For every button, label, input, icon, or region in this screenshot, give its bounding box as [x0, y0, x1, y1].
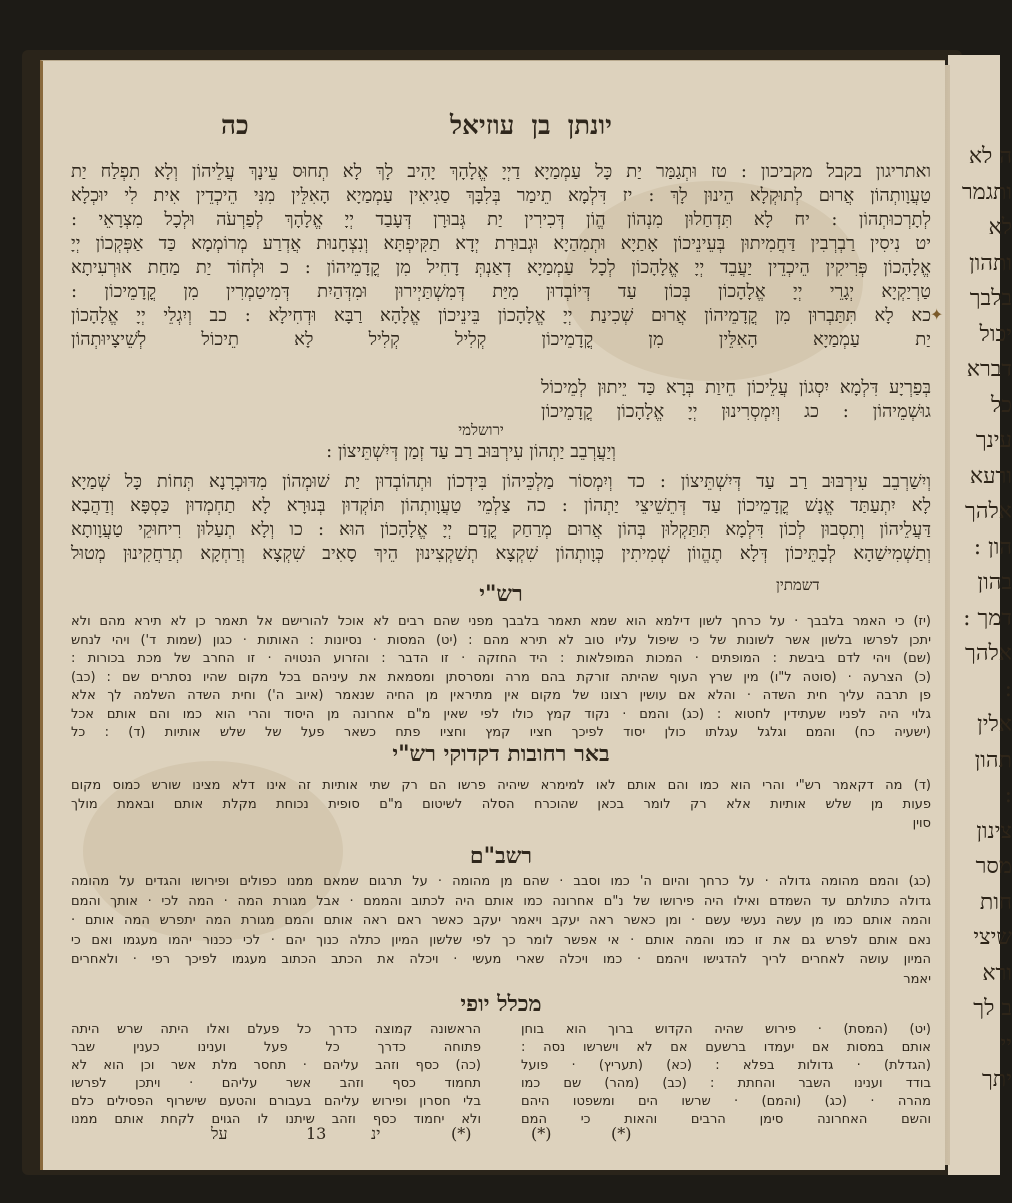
footnote-mark: (*) [451, 1124, 472, 1143]
facing-page-line: ה לא [968, 144, 1012, 169]
mikhlal-line: פתוחה כדרך כל פעל וענינו כענין שבר [71, 1040, 481, 1055]
rashbam-line: נאם אותם לפרש גם את זו כמו והמה אותם · אי אפשר לומר כך לפי שלשון המיון כתלה כנוך יהם · לכי ככנור יהמו מעגמו ואם כי [71, 932, 931, 948]
beur-line: סוין [912, 816, 931, 831]
rashi-title: רש"י [479, 581, 523, 607]
book-page [40, 60, 945, 1170]
page-header [71, 111, 931, 151]
facing-page-line: דמך : [963, 605, 1012, 631]
rashi-line: פן תרבה עליך חית השדה · והלא אם עושין רצונו של מקום אין מתיראין מן החיה שנאמר (איוב ה') וחית השדה השלמה לך אלא [71, 688, 931, 703]
mikhlal-line: (כה) כסף וזהב עליהם · תחסר מלת אשר וכן הוא לא [71, 1058, 481, 1073]
facing-page-line: אלהך [965, 641, 1012, 666]
facing-page-line: עינך [975, 428, 1012, 453]
targum-line: אֱלָהָכוֹן פְּרִיקִין הֵיכְדֵין יַעֲבֵד יְיָ אֱלָהָכוֹן לְכָל עַמְמַיָא דְאַנְתְּ דָחִיל מִן קֳדָמֵיהוֹן : כ וּלְחוֹד יַת מַחַת אוּרְעִיתָא [71, 257, 931, 278]
targum-line: בְּפַרְיָע דִּלְמָא יִסְגוֹן עֲלֵיכוֹן חֵיוַת בְּרָא כַּד יֵיתוּן לְמֵיכוֹל [541, 377, 931, 398]
mikhlal-line: ולא יחמוד כסף וזהב שיתנו לו הגוים לקחת אותם ממנו [71, 1112, 481, 1127]
facing-page-line: שיצי [973, 925, 1012, 950]
facing-page-line: יתך [982, 1067, 1012, 1092]
mikhlal-line: בלי חסרון ופירוש עליהם בעבורם והטעם שישרוף הפסילים כלם [71, 1094, 481, 1109]
mikhlal-line: בודד וענינו השבר והחתת : (כב) (מהר) שם כמו [521, 1076, 931, 1091]
targum-line: לָא יִתְעַתַּד אֱנָשׁ קֳדָמֵיכוֹן עַד דְּתֵשֵׁיצֵי יַתְהוֹן : כה צַלְמֵי טַעֲוָותְהוֹן תּוֹקְדוּן בְּנוּרָא לָא תַחְמְדוּן כַּסְפָּא וְדַהֲבָא [71, 495, 931, 516]
facing-page-line: אלין [977, 712, 1012, 737]
facing-page [948, 55, 1012, 1175]
beur-title: באר רחובות דקדוקי רש"י [392, 741, 610, 767]
mikhlal-line: מהרה · (כג) (והמם) · שרשו הים ומשפטו היהם [521, 1094, 931, 1109]
folio-number: כה [221, 111, 249, 141]
facing-page-line: ותגמר [961, 179, 1012, 205]
mikhlal-title: מכלל יופי [460, 991, 542, 1017]
facing-page-line: צינון [976, 818, 1012, 844]
pointer-mark-icon: ✦ [930, 305, 944, 324]
facing-page-line: מסר [975, 854, 1012, 879]
targum-line: ואתריגון בקבל מקביכון : טז וּתְגַמַּר יַת כָּל עַמְמַיָא דַיְיָ אֱלָהָךְ יָהִיב לָךְ לָא תְחוּס עֵינָךְ עֲלֵיהוֹן וְלָא תִפְלַח יַת [71, 161, 931, 182]
mikhlal-left-column [71, 1021, 481, 1129]
mikhlal-line: (יט) (המסת) · פירוש שהיה הקדוש ברוך הוא בוחן [521, 1022, 931, 1037]
catchword: דשמתין [776, 576, 820, 594]
rashi-line: (יז) כי האמר בלבבך · על כרחך לשון דילמא הוא שמא תאמר בלבבך מפני שהם רבים לא אוכל להורישם אל תאמר כן לא תירא מהם ולא [71, 614, 931, 629]
facing-page-line: ב לך [973, 996, 1012, 1021]
targum-line: טַעֲוָותְהוֹן אֲרוּם לְתוּקְלָא הֵינוּן לָךְ : יז דִּלְמָא תֵימַר בְּלִבָּךְ סַגִיאִין עַמְמַיָא הָאִלֵּין מִנִּי הֵיכְדֵין אִית לִי יוּכְלָא [71, 185, 931, 206]
rashi-line: גלוי היה לפניו שעתידין לחטוא : (כג) והמם · נקוד קמץ כולו לפי שאין מ"ם אחרונה מן היסוד והרי הוא כמו והם אותם אכל [71, 706, 931, 722]
yerushalmi-text: וְיַעֲרְבֵב יַתְהוֹן עִירְבּוּב רַב עַד זְמַן דְּיִשְׁתֵּיצוֹן : [326, 441, 616, 462]
targum-line: וְתַשְׁמִישַׁהָא לְבָתֵּיכוֹן דְּלָא תֶהֱווֹן שְׁמִיתִין כְּוָותְהוֹן שִׁקְצָא תְשַׁקְצִינוּן הֵיךְ סָאִיב שִׁקְצָא וְרַחְקָא תְרַחֲקִינוּן מְטוּל [71, 543, 931, 564]
facing-page-line: ורעא [969, 463, 1012, 489]
signature-letters: ינ [371, 1124, 381, 1143]
footer-mark: על [211, 1124, 228, 1143]
mikhlal-line: (הגדלת) · גדולות בפלא : (כא) (תעריץ) · פועל [521, 1058, 931, 1073]
page-footer [211, 1124, 751, 1148]
mikhlal-line: תחמוד כסף וזהב אשר עליהם · ויתכן לפרשו [71, 1076, 481, 1091]
page-content [71, 61, 931, 1171]
facing-page-line: בלבך [969, 286, 1012, 311]
mikhlal-line: אותם במסות אם יעמדו ברשעם אם לא וישרשו נסה : [521, 1040, 931, 1055]
targum-line: יַת עַמְמַיָא הָאִלֵּין מִן קֳדָמֵיכוֹן קְלִיל קְלִיל לָא תֵיכוֹל לְשֵׁיצָיוּתְהוֹן [71, 329, 931, 350]
facing-page-line: אלהך [965, 499, 1012, 524]
rashi-line: יתכן לפרשו בלשון אשר לשונות של כי שיפול עליו טוב לא תירא מהם : (יט) המסות · נסיונות : האותות · כגון (שמות ד') ויהי לנחש [71, 632, 931, 648]
targum-line: טַרְיַקְיָא יְגָרֵי יְיָ אֱלָהָכוֹן בְּכוֹן עַד דְּיוֹבְדוּן מִיַּת דְּמִשְׁתַּיְירוּן וּמִדְּהַיִת דְּמִיטַמְרִין מִן קֳדָמֵיכוֹן : [71, 281, 931, 302]
targum-line: וְיִשַׁרְבֵב עִירְבּוּב רַב עַד דְּיִשְׁתֵּיצוֹן : כד וְיִמְסוֹר מַלְכֵּיהוֹן בִּידְכוֹן וּתְהוֹבְדוּן יַת שׁוּמְהוֹן מִדּוּכְרָנָא תְּחוֹת כָּל שְׁמַיָא [71, 471, 931, 492]
facing-page-line: הון : [973, 534, 1012, 560]
facing-page-line: יי [1000, 1031, 1012, 1057]
mikhlal-line: והשם האחרונה סימן הרבים והאות כי המם [521, 1112, 931, 1127]
rashbam-line: יאמר [903, 971, 931, 987]
rashbam-line: (כג) והמם מהומה גדולה · על כרחך והיום ה' כמו וסבב · שהם מן מהומה · על תרגום שמאם ממנו כפולים ופירושו והגדים על מהומה [71, 874, 931, 889]
running-title: יונתן בן עוזיאל [450, 111, 612, 141]
facing-page-line: כל [990, 392, 1012, 418]
rashi-line: (כ) הצרעה · (סוטה ל"ו) מין שרץ העוף שהיתה זורקת בהם מרה ומסרסתן ומסמאת את עיניהם בכל מקום שהיו נסתרים שם : (כב) [71, 669, 931, 685]
rashbam-line: והמה אותם כמו מן עשה נעשי עשם · ומן כאשר ראה יעקב ויאמר יעקב כאשר ראם ראה אותם והמם מגורת המה יתפרש המה אותם · [71, 913, 931, 928]
facing-page-line: דברא [966, 357, 1012, 382]
facing-page-line: תהון [974, 747, 1012, 773]
footnote-mark: (*) [611, 1124, 632, 1143]
facing-page-line: לא [988, 215, 1012, 240]
beur-line: (ד) מה דקאמר רש"י והרי הוא כמו והם אותם לאו למימרא שיהיה פרשו הם רק שתי אותיות זה אינו דלא מצינו שורש כמוס מקום [71, 778, 931, 793]
facing-page-line: ורא [982, 960, 1012, 986]
targum-line: כא לָא תִּתַּבְרוּן מִן קֳדָמֵיהוֹן אֲרוּם שְׁכִינַת יְיָ אֱלָהָכוֹן בֵּינֵיכוֹן אֱלָהָא רַבָּא וּדְחִילָא : כב וְיִגְלֵי יְיָ אֱלָהָכוֹן [71, 305, 931, 326]
targum-line: לְתָרְכוּתְהוֹן : יח לָא תִּדְחַלוּן מִנְהוֹן הֱוֹן דְּכִירִין יַת גְּבוּרָן דְּעָבַד יְיָ אֱלָהָךְ לְפַרְעֹה וּלְכָל מִצְרָאֵי : [71, 209, 931, 230]
rashbam-title: רשב"ם [469, 843, 533, 869]
footnote-mark: (*) [531, 1124, 552, 1143]
targum-line: דַּעֲלֵיהוֹן וְתִסְבוּן לְכוֹן דִּלְמָא תִּתַּקְלוּן בְּהוֹן אֲרוּם מְרַחַק קֳדָם יְיָ אֱלָהָכוֹן הוּא : כו וְלָא תְעַלוּן רִיחוּקֵי טַעֲוָותָא [71, 519, 931, 540]
rashi-line: (ישעיה כח) והמם וגלגל עגלתו כולן יסוד לפיכך חציו קמץ וחציו פתח כשאר פעל של שלש אותיות (ד) : כל [71, 725, 931, 740]
signature-number: 13 [306, 1124, 327, 1143]
facing-page-line: : [1004, 783, 1012, 808]
facing-page-line: בהון [977, 570, 1012, 595]
facing-page-line: חות [979, 889, 1012, 915]
rashbam-line: המיון עושה לאחרים לריך להדגישו ויהמם · כמו ויכלה שארי מעשי · ויכלה את הכתב הכתוב מעגמו לפיכך רפי · ולאחרים [71, 952, 931, 967]
facing-page-line: ותהון [969, 250, 1012, 276]
rashi-line: (שם) ויהי לדם ביבשת : המופתים · המכות המופלאות : היד החזקה · זו הדבר : והזרוע הנטויה · זו החרב של מכת בכורות : [71, 651, 931, 666]
mikhlal-line: הראשונה קמוצה כדרך כל פעלם ואלו היתה שרש היתה [71, 1022, 481, 1037]
rashbam-line: גדולה כתולתם עד השמדם ואילו היה פירושו של נ"ם אחרונה כמו אותם היה לכתוב והממם · אבל מגורת המה · המה לכי · אותך והמם [71, 893, 931, 909]
targum-line: גוּשְׁמֵיהוֹן : כג וְיִמְסְרִינוּן יְיָ אֱלָהָכוֹן קֳדָמֵיכוֹן [541, 401, 931, 422]
beur-line: פעות מן שלש אותיות אלא רק לומר בכאן שהוכרח הסלה לשיטום מ"ם סופית נכוחת מקלת אותם ובאמת מולך [71, 797, 931, 812]
targum-line: יט נִיסִין רַבְרְבִין דַּחֲמִיתוּן בְּעֵינֵיכוֹן אָתַיָא וּתְמִהַיָא וּגְבוּרַת יְדָא תַקִּיפְתָּא וְנִצְחָנוּת אֲדְרַע מְרוֹמְמָא כַּד אַפְּקְכוֹן יְיָ [71, 233, 931, 254]
mikhlal-right-column [521, 1021, 931, 1129]
yerushalmi-heading: ירושלמי [458, 421, 504, 439]
facing-page-line: יכול [979, 321, 1012, 347]
facing-page-line: : [1004, 676, 1012, 702]
